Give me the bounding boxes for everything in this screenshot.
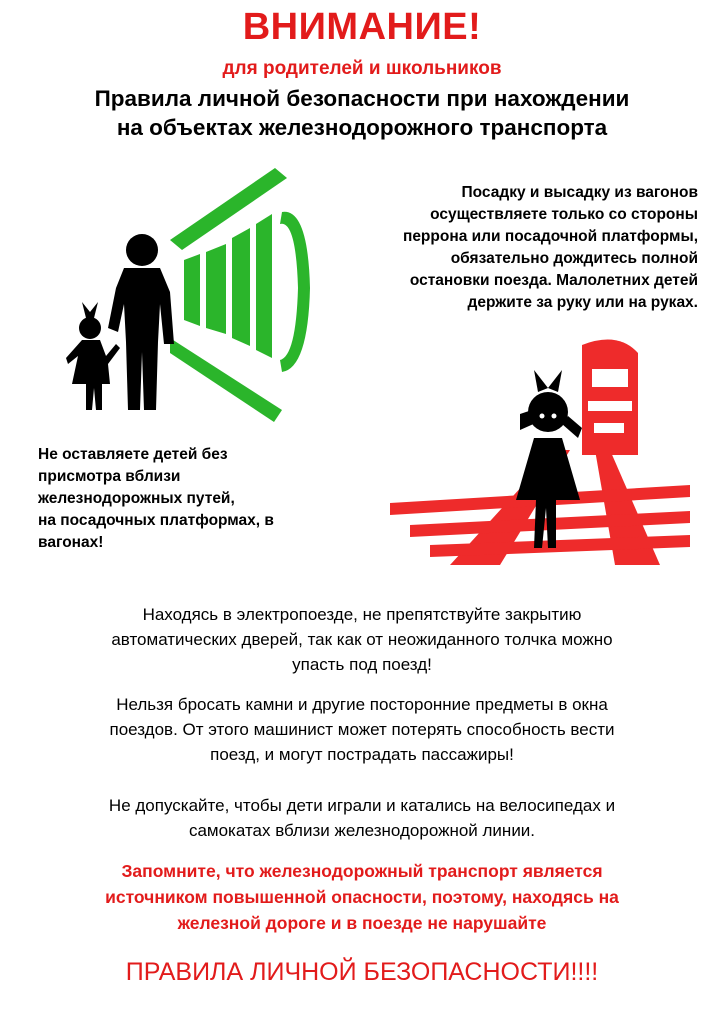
warning-line: железной дороге и в поезде не нарушайте <box>177 913 547 933</box>
parent-child-silhouette-icon <box>60 232 190 412</box>
page-title: ВНИМАНИЕ! <box>242 6 482 48</box>
rule-line: осуществляете только со стороны <box>430 206 698 223</box>
rule-line: остановки поезда. Малолетних детей <box>409 272 698 289</box>
paragraph-line: Находясь в электропоезде, не препятствуйте закрытию <box>142 605 582 624</box>
footer-slogan: ПРАВИЛА ЛИЧНОЙ БЕЗОПАСНОСТИ!!!! <box>125 958 599 986</box>
rule-line: Посадку и высадку из вагонов <box>461 184 698 201</box>
warning-line: источником повышенной опасности, поэтому, находясь на <box>105 887 619 907</box>
rule-line: железнодорожных путей, <box>38 490 235 507</box>
rule-line: перрона или посадочной платформы, <box>402 228 698 245</box>
rule-line: Не оставляете детей без <box>38 446 228 463</box>
rule-line: на посадочных платформах, в <box>38 512 274 529</box>
paragraph-line: упасть под поезд! <box>292 655 432 674</box>
platform-boarding-rule <box>368 182 698 314</box>
supervision-rule <box>38 444 338 554</box>
warning-line: Запомните, что железнодорожный транспорт является <box>121 861 603 881</box>
paragraph-line: поездов. От этого машинист может потерять способность вести <box>109 720 615 739</box>
rule-line: присмотра вблизи <box>38 468 181 485</box>
heading-line: на объектах железнодорожного транспорта <box>116 115 608 140</box>
crying-girl-icon <box>498 368 598 553</box>
page-subtitle: для родителей и школьников <box>222 58 502 79</box>
paragraph-line: Нельзя бросать камни и другие посторонние предметы в окна <box>116 695 608 714</box>
paragraph-line: Не допускайте, чтобы дети играли и катались на велосипедах и <box>108 796 616 815</box>
paragraph-line: самокатах вблизи железнодорожной линии. <box>188 821 536 840</box>
danger-warning <box>30 858 694 936</box>
heading-line: Правила личной безопасности при нахождении <box>94 86 630 111</box>
rule-line: вагонах! <box>38 534 104 551</box>
bicycles-rule-paragraph <box>40 793 684 843</box>
green-train-icon <box>170 168 320 428</box>
paragraph-line: автоматических дверей, так как от неожиданного толчка можно <box>111 630 613 649</box>
page-heading <box>0 84 724 142</box>
rule-line: обязательно дождитесь полной <box>450 250 698 267</box>
paragraph-line: поезд, и могут пострадать пассажиры! <box>210 745 514 764</box>
doors-rule-paragraph <box>40 602 684 677</box>
stones-rule-paragraph <box>40 692 684 767</box>
rule-line: держите за руку или на руках. <box>467 294 698 311</box>
